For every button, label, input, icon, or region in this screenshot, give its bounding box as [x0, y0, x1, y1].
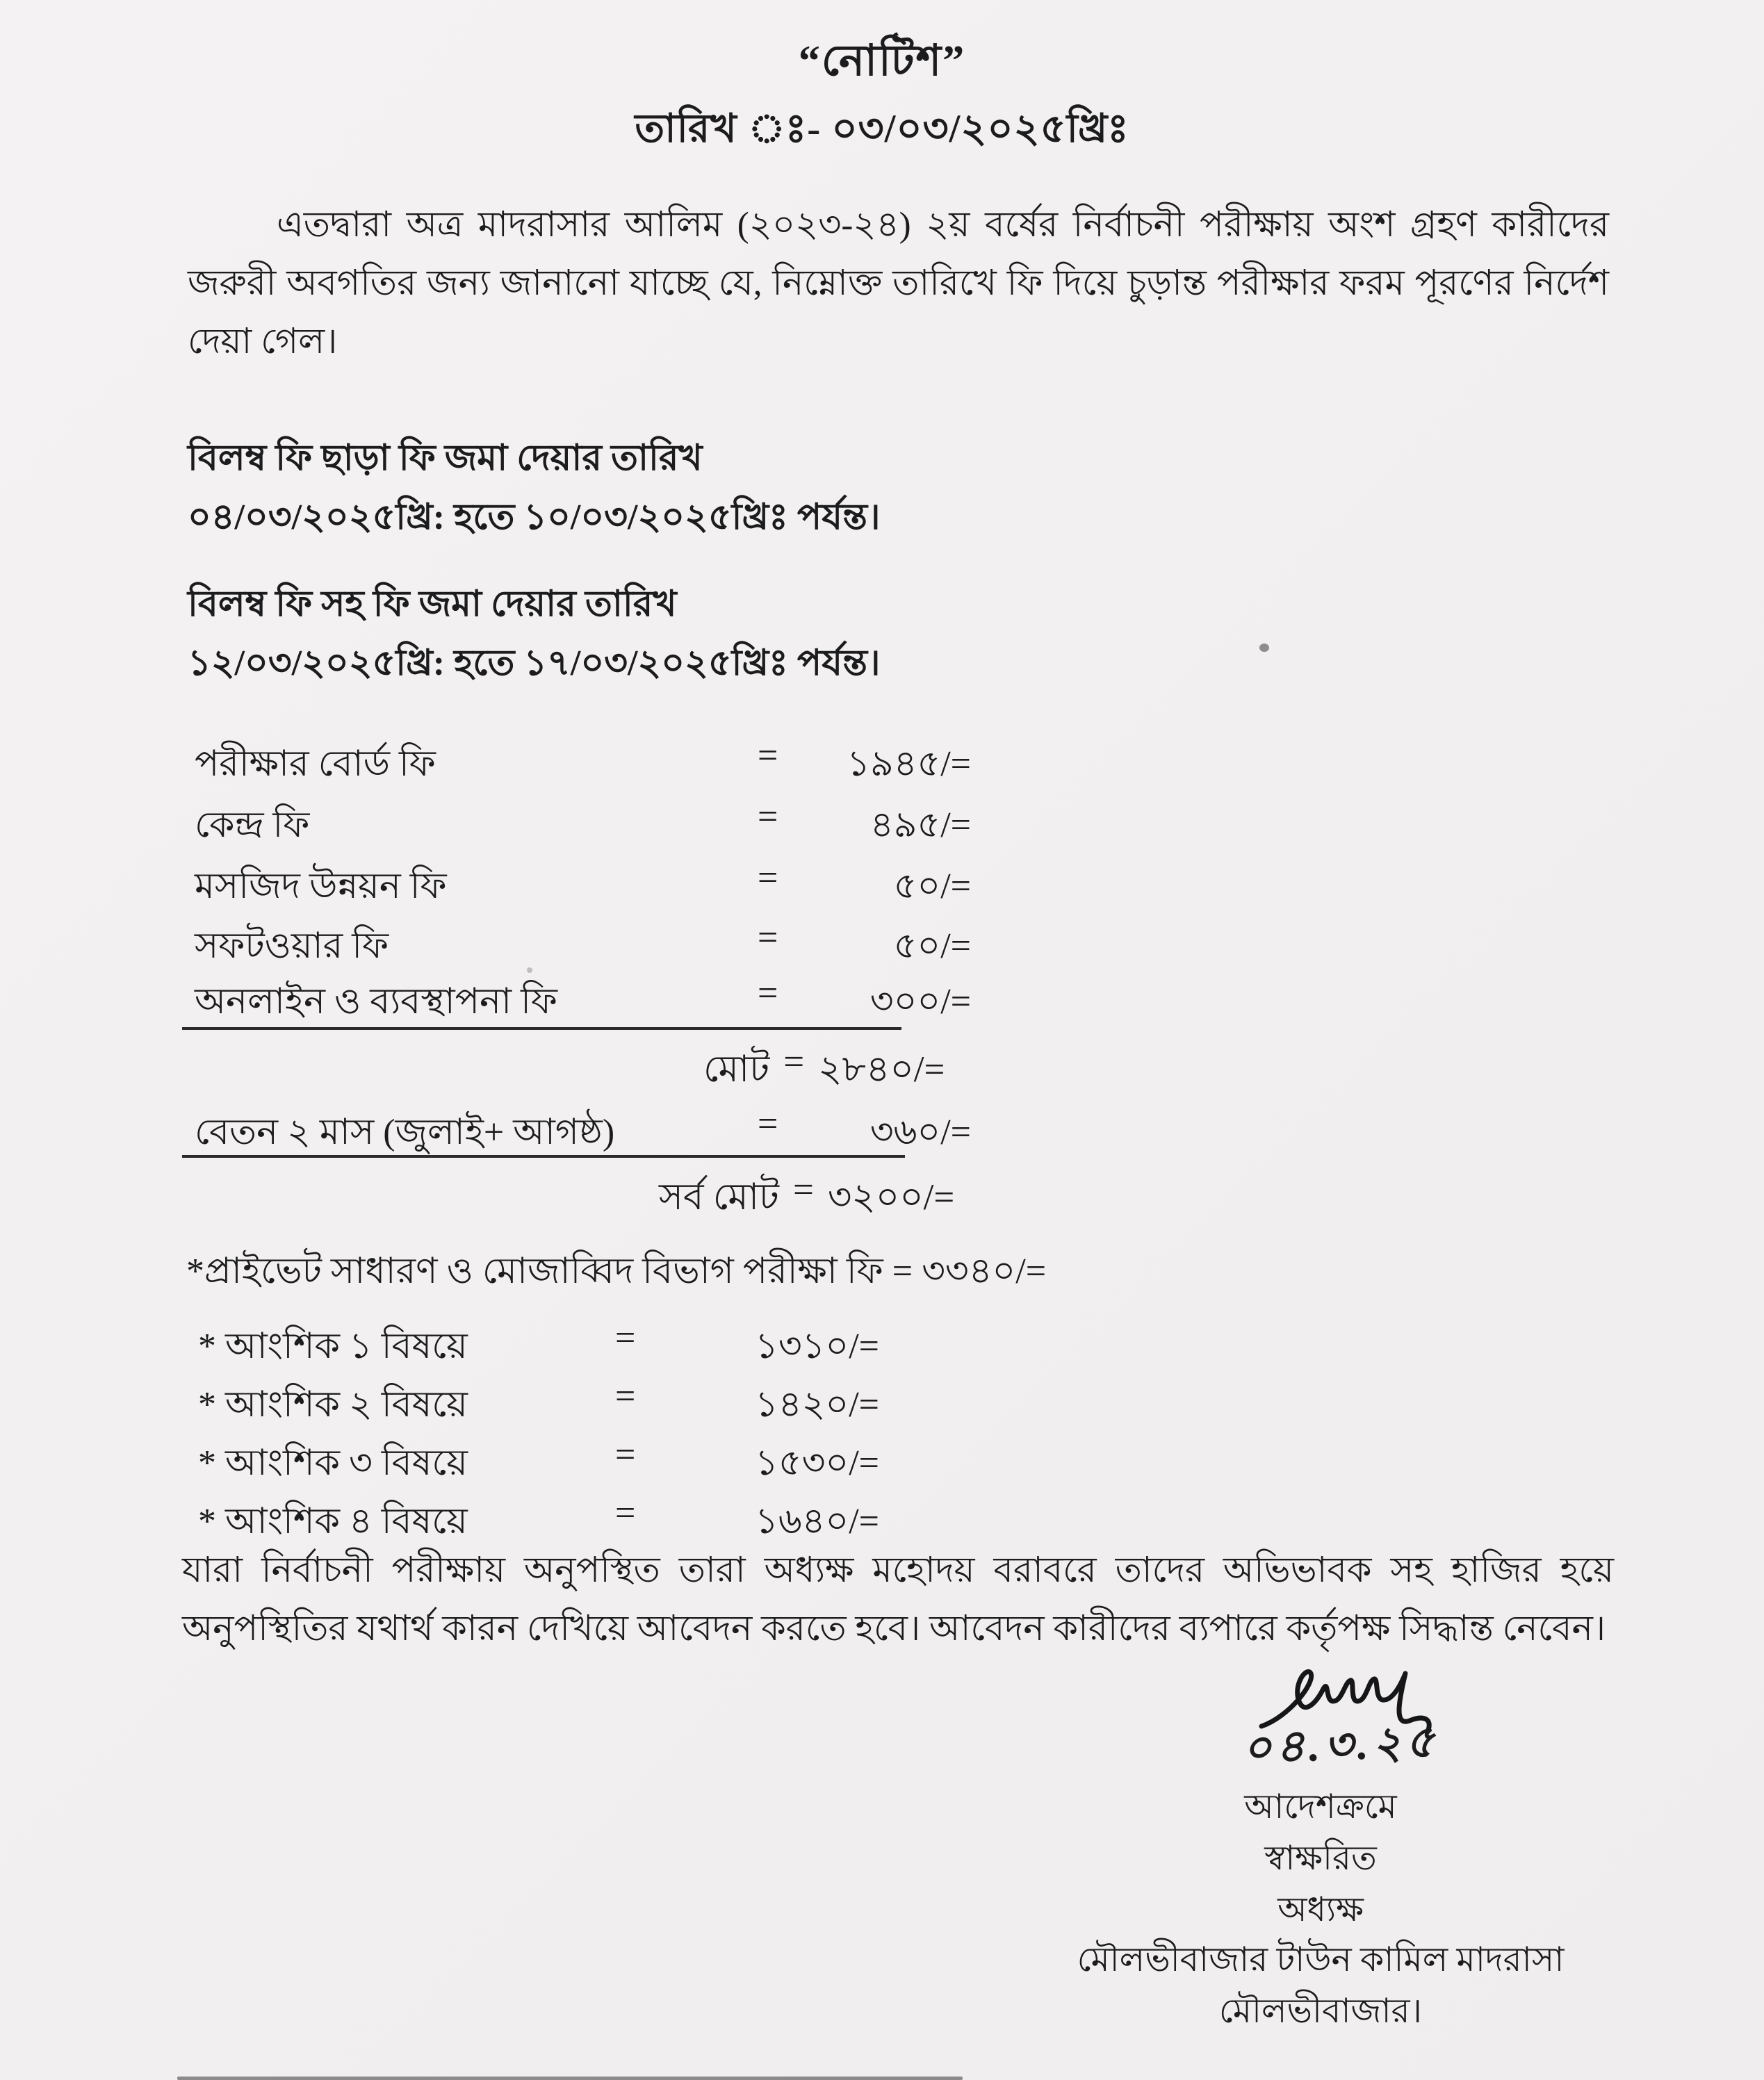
equals-sign: =: [615, 1377, 636, 1416]
fee-label: অনলাইন ও ব্যবস্থাপনা ফি: [195, 982, 558, 1022]
fee-row-online: [195, 973, 973, 1022]
scan-speck: [1259, 644, 1269, 652]
signature-signed: স্বাক্ষরিত: [1264, 1839, 1377, 1877]
partial-label: * আংশিক ২ বিষয়ে: [198, 1385, 468, 1425]
grand-total-line: [659, 1169, 954, 1230]
scan-edge-artifact: [177, 2077, 963, 2080]
fee-amount: ৫০/=: [893, 867, 971, 906]
fee-label: মসজিদ উন্নয়ন ফি: [195, 867, 447, 906]
without-late-fee-heading: বিলম্ব ফি ছাড়া ফি জমা দেয়ার তারিখ: [188, 439, 703, 478]
partial-amount: ১৫৩০/=: [755, 1443, 879, 1483]
fee-amount: ৩০০/=: [869, 982, 971, 1022]
partial-fee-row-4: [198, 1493, 893, 1541]
notice-title: “নোটিশ”: [798, 38, 966, 85]
fee-label: পরীক্ষার বোর্ড ফি: [195, 744, 436, 784]
signature-location: মৌলভীবাজার।: [1218, 1992, 1423, 2030]
equals-sign: =: [758, 974, 778, 1013]
fee-row-board: [195, 735, 973, 784]
equals-sign: =: [758, 797, 778, 837]
total-amount: ২৮৪০/=: [818, 1049, 945, 1090]
fee-amount: ১৯৪৫/=: [847, 744, 971, 784]
fee-row-center: [195, 796, 973, 845]
intro-paragraph: এতদ্বারা অত্র মাদরাসার আলিম (২০২৩-২৪) ২য় বর্ষের নির্বাচনী পরীক্ষায় অংশ গ্রহণ কারীদের জরুরী অবগতির জন্য জানানো যাচ্ছে যে, নিম্নোক্ত তারিখে ফি দিয়ে চুড়ান্ত পরীক্ষার ফরম পূরণের নির্দেশ দেয়া গেল।: [188, 206, 1609, 361]
grand-total-rule: [182, 1155, 905, 1158]
equals-sign: =: [783, 1042, 805, 1082]
partial-label: * আংশিক ৪ বিষয়ে: [198, 1502, 468, 1541]
equals-sign: =: [615, 1318, 636, 1358]
partial-amount: ১৩১০/=: [755, 1327, 879, 1366]
equals-sign: =: [615, 1493, 636, 1533]
fee-row-software: [195, 917, 973, 966]
partial-label: * আংশিক ৩ বিষয়ে: [198, 1443, 468, 1483]
grand-total-label: সর্ব মোট: [659, 1177, 779, 1218]
private-fee-line: *প্রাইভেট সাধারণ ও মোজাব্বিদ বিভাগ পরীক্ষা ফি = ৩৩৪০/=: [186, 1252, 1047, 1291]
partial-amount: ১৬৪০/=: [755, 1502, 879, 1541]
closing-paragraph: যারা নির্বাচনী পরীক্ষায় অনুপস্থিত তারা অধ্যক্ষ মহোদয় বরাবরে তাদের অভিভাবক সহ হাজির হয়ে অনুপস্থিতির যথার্থ কারন দেখিয়ে আবেদন করতে হবে। আবেদন কারীদের ব্যপারে কর্তৃপক্ষ সিদ্ধান্ত নেবেন।: [182, 1551, 1614, 1648]
signature-by-order: আদেশক্রমে: [1244, 1787, 1397, 1826]
notice-date: তারিখ ঃ- ০৩/০৩/২০২৫খ্রিঃ: [635, 107, 1129, 151]
fee-amount: ৫০/=: [893, 926, 971, 966]
fee-amount: ৩৬০/=: [869, 1113, 971, 1152]
grand-total-amount: ৩২০০/=: [827, 1177, 955, 1218]
fee-label: সফটওয়ার ফি: [195, 926, 389, 966]
equals-sign: =: [758, 736, 778, 776]
signature-institution: মৌলভীবাজার টাউন কামিল মাদরাসা: [1077, 1940, 1565, 1979]
equals-sign: =: [758, 858, 778, 898]
signature-designation: অধ্যক্ষ: [1277, 1890, 1364, 1928]
partial-amount: ১৪২০/=: [755, 1385, 879, 1425]
equals-sign: =: [758, 1104, 778, 1144]
fee-row-salary: [195, 1104, 973, 1152]
partial-fee-row-3: [198, 1434, 893, 1483]
partial-fee-row-2: [198, 1376, 893, 1425]
partial-fee-row-1: [198, 1318, 893, 1366]
total-label: মোট: [703, 1049, 770, 1090]
scan-speck: [527, 967, 532, 973]
fee-row-mosque: [195, 858, 973, 906]
fee-label: কেন্দ্র ফি: [195, 805, 310, 845]
without-late-fee-period: ০৪/০৩/২০২৫খ্রি: হতে ১০/০৩/২০২৫খ্রিঃ পর্যন্ত।: [188, 498, 881, 537]
signature-date: ০৪.৩.২৫: [1241, 1717, 1439, 1773]
with-late-fee-period: ১২/০৩/২০২৫খ্রি: হতে ১৭/০৩/২০২৫খ্রিঃ পর্যন্ত।: [188, 644, 881, 683]
equals-sign: =: [758, 918, 778, 958]
fee-amount: ৪৯৫/=: [869, 805, 971, 845]
equals-sign: =: [792, 1170, 814, 1210]
fee-label: বেতন ২ মাস (জুলাই+ আগষ্ঠ): [195, 1113, 615, 1152]
subtotal-rule: [182, 1027, 901, 1030]
partial-label: * আংশিক ১ বিষয়ে: [198, 1327, 468, 1366]
equals-sign: =: [615, 1435, 636, 1475]
with-late-fee-heading: বিলম্ব ফি সহ ফি জমা দেয়ার তারিখ: [188, 584, 677, 624]
total-line: [703, 1041, 945, 1102]
